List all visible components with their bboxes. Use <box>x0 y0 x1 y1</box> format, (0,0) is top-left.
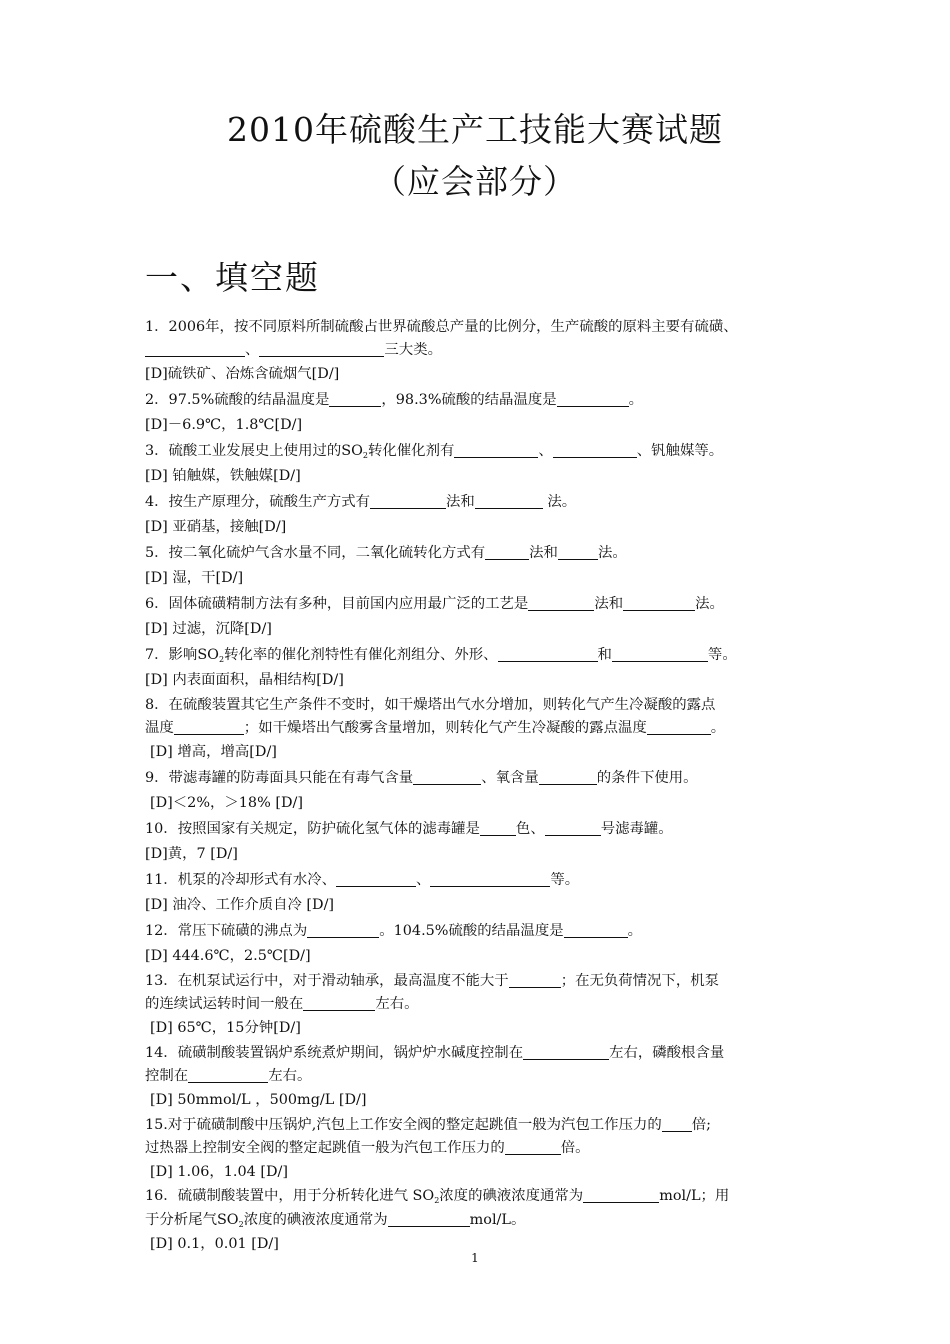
answer-5: [D] 湿，干[D/] <box>145 570 244 587</box>
answer-blank <box>454 442 538 458</box>
question-list <box>145 316 810 1257</box>
answer-blank <box>612 646 708 662</box>
answer-blank <box>509 972 561 988</box>
answer-blank <box>188 1067 268 1083</box>
question-9: 9．带滤毒罐的防毒面具只能在有毒气含量 、氧含量 的条件下使用。 <box>145 769 698 786</box>
question-15-cont: 过热器上控制安全阀的整定起跳值一般为汽包工作压力的 倍。 <box>145 1139 590 1156</box>
answer-blank <box>475 493 543 509</box>
section-heading: 一、填空题 <box>145 258 320 297</box>
question-2: 2．97.5%硫酸的结晶温度是 ，98.3%硫酸的结晶温度是 。 <box>145 391 644 408</box>
answer-12: [D] 444.6℃，2.5℃[D/] <box>145 948 311 965</box>
question-16-cont: 于分析尾气$SO_2$浓度的碘液浓度通常为 mol/L。 <box>145 1211 526 1229</box>
answer-blank <box>259 341 384 357</box>
answer-13: [D] 65℃，15分钟[D/] <box>150 1020 301 1037</box>
answer-blank <box>505 1139 561 1155</box>
answer-blank <box>523 1044 609 1060</box>
answer-15: [D] 1.06，1.04 [D/] <box>150 1163 289 1180</box>
answer-blank <box>413 769 481 785</box>
answer-3: [D] 铂触媒，铁触媒[D/] <box>145 468 301 485</box>
question-15: 15.对于硫磺制酸中压锅炉,汽包上工作安全阀的整定起跳值一般为汽包工作压力的 倍; <box>145 1116 711 1133</box>
answer-blank <box>528 595 594 611</box>
question-14: 14．硫磺制酸装置锅炉系统煮炉期间，锅炉炉水碱度控制在 左右，磷酸根含量 <box>145 1044 725 1061</box>
question-7: 7．影响$SO_2$转化率的催化剂特性有催化剂组分、外形、 和 等。 <box>145 646 737 664</box>
answer-blank <box>545 820 601 836</box>
question-3: 3．硫酸工业发展史上使用过的$SO_2$转化催化剂有 、 、钒触媒等。 <box>145 442 724 460</box>
answer-6: [D] 过滤，沉降[D/] <box>145 621 272 638</box>
question-14-cont: 控制在 左右。 <box>145 1067 312 1084</box>
question-10: 10．按照国家有关规定，防护硫化氢气体的滤毒罐是 色、 号滤毒罐。 <box>145 820 673 837</box>
answer-11: [D] 油冷、工作介质自冷 [D/] <box>145 897 335 914</box>
answer-7: [D] 内表面面积，晶相结构[D/] <box>145 672 344 689</box>
answer-blank <box>623 595 695 611</box>
answer-14: [D] 50mmol/L ，500mg/L [D/] <box>150 1092 367 1108</box>
answer-blank <box>647 719 711 735</box>
question-8: 8．在硫酸装置其它生产条件不变时，如干燥塔出气水分增加，则转化气产生冷凝酸的露点 <box>145 696 716 713</box>
page-subtitle: （应会部分） <box>373 162 577 201</box>
answer-blank <box>388 1211 470 1227</box>
answer-1: [D]硫铁矿、冶炼含硫烟气[D/] <box>145 366 340 383</box>
answer-blank <box>564 922 628 938</box>
page-title: 2010年硫酸生产工技能大赛试题 <box>227 110 723 149</box>
answer-blank <box>553 442 637 458</box>
answer-16: [D] 0.1，0.01 [D/] <box>150 1235 279 1252</box>
question-13-cont: 的连续试运转时间一般在 左右。 <box>145 995 419 1012</box>
answer-blank <box>557 391 629 407</box>
question-16: 16．硫磺制酸装置中，用于分析转化进气 $SO_2$浓度的碘液浓度通常为 mol/L；用 <box>145 1188 730 1206</box>
answer-blank <box>539 769 597 785</box>
answer-blank <box>303 995 375 1011</box>
answer-blank <box>485 544 529 560</box>
answer-10: [D]黄，7 [D/] <box>145 846 238 863</box>
question-5: 5．按二氧化硫炉气含水量不同，二氧化硫转化方式有 法和 法。 <box>145 544 627 561</box>
page-number: 1 <box>471 1251 479 1265</box>
answer-blank <box>370 493 446 509</box>
question-1: 1．2006年，按不同原料所制硫酸占世界硫酸总产量的比例分，生产硫酸的原料主要有硫磺、 <box>145 319 738 335</box>
question-1-cont: 、 三大类。 <box>145 339 810 362</box>
answer-blank <box>480 820 516 836</box>
answer-4: [D] 亚硝基，接触[D/] <box>145 519 287 536</box>
answer-blank <box>662 1116 692 1132</box>
answer-blank <box>145 341 245 357</box>
question-11: 11．机泵的冷却形式有水冷、 、 等。 <box>145 871 580 888</box>
answer-8: [D] 增高，增高[D/] <box>150 744 277 761</box>
question-13: 13．在机泵试运行中，对于滑动轴承，最高温度不能大于 ；在无负荷情况下，机泵 <box>145 972 720 989</box>
question-4: 4．按生产原理分，硫酸生产方式有 法和 法。 <box>145 493 577 510</box>
question-6: 6．固体硫磺精制方法有多种，目前国内应用最广泛的工艺是 法和 法。 <box>145 595 724 612</box>
answer-blank <box>329 391 381 407</box>
answer-blank <box>307 922 379 938</box>
question-12: 12．常压下硫磺的沸点为 。104.5%硫酸的结晶温度是 。 <box>145 922 643 939</box>
answer-9: [D]＜2%，＞18% [D/] <box>150 795 303 812</box>
answer-blank <box>498 646 598 662</box>
answer-2: [D]－6.9℃，1.8℃[D/] <box>145 417 303 434</box>
answer-blank <box>336 871 416 887</box>
answer-blank <box>430 871 550 887</box>
answer-blank <box>174 719 244 735</box>
question-8-cont: 温度 ；如干燥塔出气酸雾含量增加，则转化气产生冷凝酸的露点温度 。 <box>145 720 726 737</box>
answer-blank <box>583 1187 659 1203</box>
answer-blank <box>558 544 598 560</box>
